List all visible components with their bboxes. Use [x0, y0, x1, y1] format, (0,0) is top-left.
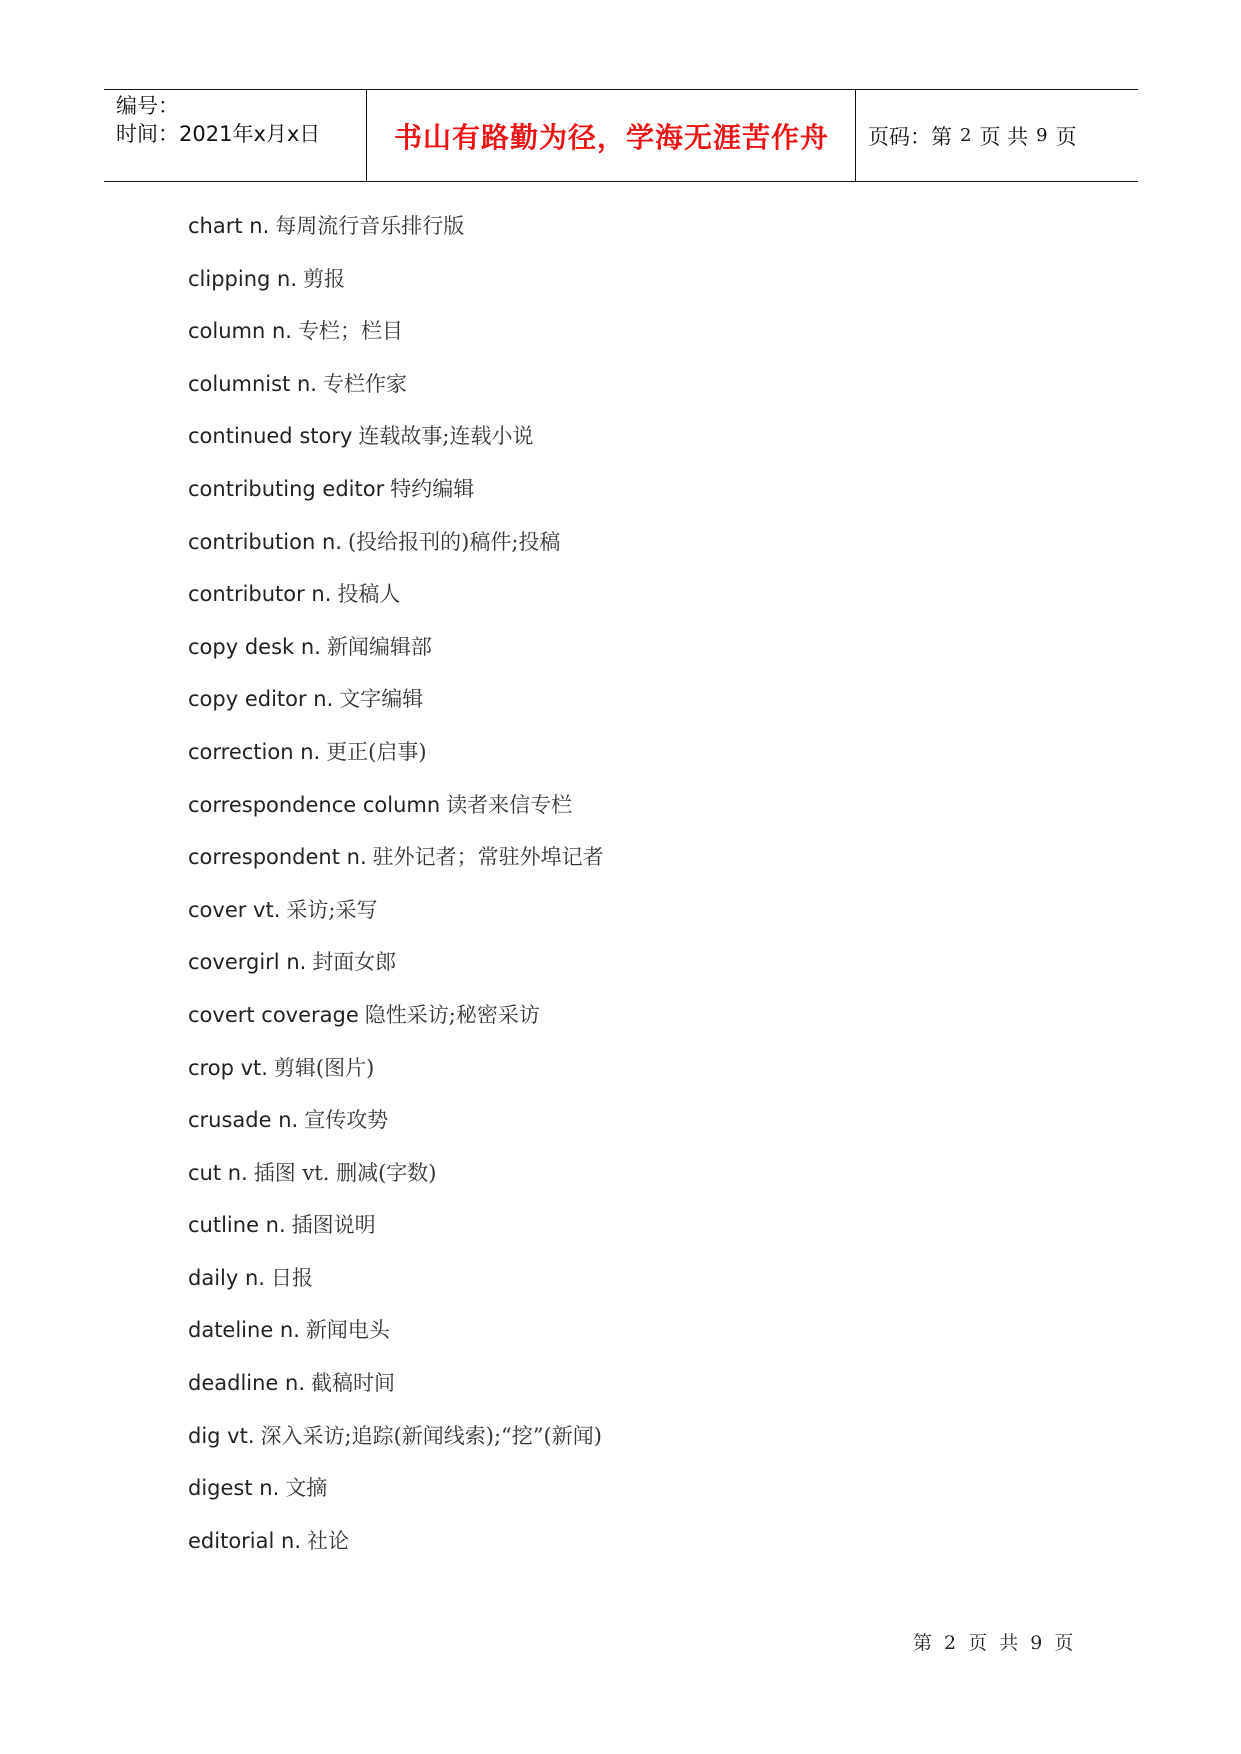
entry-term: copy desk n.: [188, 634, 321, 659]
entry-gloss: 每周流行音乐排行版: [275, 214, 465, 238]
entry-term: covert coverage: [188, 1002, 359, 1027]
entry-gloss: 读者来信专栏: [446, 792, 573, 817]
document-header: [104, 89, 1138, 182]
list-item: [188, 1413, 604, 1466]
header-divider: [855, 90, 856, 181]
entry-gloss: 剪辑(图片): [273, 1055, 375, 1080]
entry-gloss: 驻外记者；常驻外埠记者: [372, 845, 604, 870]
header-page-indicator: [868, 90, 1077, 181]
entry-gloss: 插图 vt. 删减(字数): [253, 1160, 437, 1185]
list-item: [188, 1150, 604, 1203]
entry-term: column n.: [188, 319, 292, 344]
header-meta: [116, 92, 320, 148]
entry-gloss: 宣传攻势: [304, 1108, 389, 1133]
list-item: [188, 624, 604, 677]
entry-term: correspondence column: [188, 792, 441, 817]
list-item: [188, 729, 604, 782]
list-item: [188, 887, 604, 940]
entry-gloss: 新闻电头: [305, 1318, 390, 1343]
entry-term: crusade n.: [188, 1108, 299, 1133]
entry-term: continued story: [188, 424, 353, 449]
list-item: [188, 256, 604, 309]
list-item: [188, 1202, 604, 1255]
list-item: [188, 361, 604, 414]
entry-gloss: 文字编辑: [339, 687, 424, 712]
entry-gloss: 专栏；栏目: [297, 319, 403, 344]
entry-term: correction n.: [188, 739, 321, 764]
entry-term: daily n.: [188, 1265, 265, 1290]
entry-gloss: 专栏作家: [322, 371, 407, 396]
entry-gloss: 投稿人: [337, 582, 401, 607]
entry-term: cut n.: [188, 1160, 248, 1185]
list-item: [188, 466, 604, 519]
entry-gloss: 封面女郎: [312, 950, 397, 975]
entry-gloss: 隐性采访;秘密采访: [364, 1002, 540, 1027]
page-middle: 页 共: [979, 124, 1029, 149]
list-item: [188, 1465, 604, 1518]
entry-gloss: 特约编辑: [390, 476, 475, 501]
page-number: 2: [960, 125, 972, 146]
entry-gloss: 剪报: [303, 266, 346, 291]
list-item: [188, 676, 604, 729]
list-item: [188, 992, 604, 1045]
entry-term: dateline n.: [188, 1318, 300, 1343]
glossary-list: [188, 203, 604, 1570]
entry-term: covergirl n.: [188, 950, 307, 975]
header-motto: 书山有路勤为径，学海无涯苦作舟: [393, 120, 829, 154]
date-label: 时间：2021年x月x日: [116, 122, 321, 146]
entry-term: contributing editor: [188, 476, 385, 501]
list-item: [188, 1518, 604, 1571]
entry-gloss: 截稿时间: [311, 1371, 396, 1396]
entry-term: columnist n.: [188, 371, 317, 396]
entry-gloss: 更正(启事): [326, 739, 427, 764]
list-item: [188, 519, 604, 572]
page-total: 9: [1036, 125, 1048, 146]
list-item: [188, 782, 604, 835]
entry-term: contributor n.: [188, 582, 332, 607]
entry-gloss: (投给报刊的)稿件;投稿: [347, 529, 561, 554]
entry-term: deadline n.: [188, 1371, 306, 1396]
entry-gloss: 日报: [270, 1265, 313, 1290]
list-item: [188, 413, 604, 466]
list-item: [188, 1045, 604, 1098]
entry-gloss: 社论: [307, 1528, 349, 1553]
entry-term: cutline n.: [188, 1213, 286, 1238]
entry-term: cover vt.: [188, 897, 281, 922]
page-footer: 第 2 页 共 9 页: [913, 1632, 1074, 1654]
entry-term: chart n.: [188, 214, 270, 238]
entry-gloss: 新闻编辑部: [326, 634, 432, 659]
entry-term: clipping n.: [188, 266, 298, 291]
entry-term: dig vt.: [188, 1423, 255, 1448]
entry-gloss: 连载故事;连载小说: [358, 424, 534, 449]
entry-gloss: 插图说明: [291, 1213, 376, 1238]
entry-term: editorial n.: [188, 1528, 301, 1553]
list-item: [188, 834, 604, 887]
entry-term: correspondent n.: [188, 845, 367, 870]
list-item: [188, 1255, 604, 1308]
serial-number-label: 编号：: [116, 94, 179, 118]
entry-gloss: 深入采访;追踪(新闻线索);“挖”(新闻): [260, 1423, 602, 1448]
page-suffix: 页: [1055, 124, 1077, 149]
list-item: [188, 1307, 604, 1360]
list-item: [188, 308, 604, 361]
entry-term: crop vt.: [188, 1055, 268, 1080]
page-prefix: 页码：第: [868, 124, 952, 149]
list-item: [188, 203, 604, 256]
entry-term: contribution n.: [188, 529, 342, 554]
list-item: [188, 1360, 604, 1413]
list-item: [188, 1097, 604, 1150]
entry-term: copy editor n.: [188, 687, 334, 712]
entry-gloss: 文摘: [285, 1476, 328, 1501]
entry-term: digest n.: [188, 1476, 280, 1501]
list-item: [188, 939, 604, 992]
header-divider: [366, 90, 367, 181]
list-item: [188, 571, 604, 624]
entry-gloss: 采访;采写: [286, 897, 378, 922]
